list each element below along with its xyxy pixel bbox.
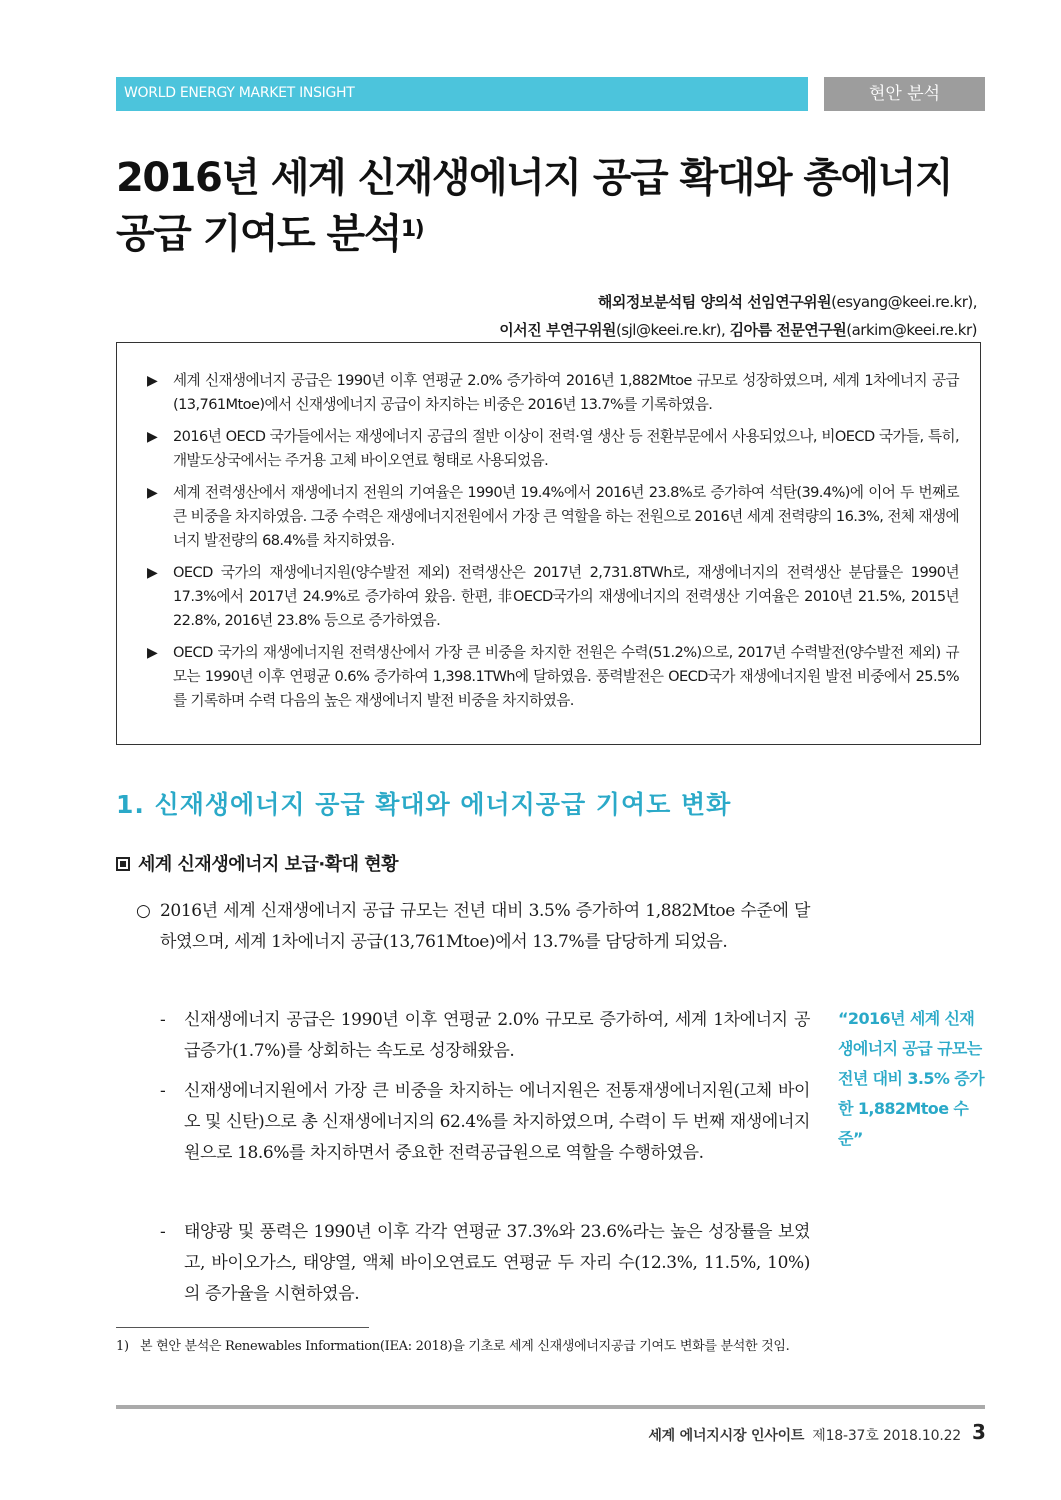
circle-bullet-icon: ○ [136, 901, 151, 921]
author-2-email[interactable]: (sjl@keei.re.kr), [615, 321, 726, 339]
header-series-bar [116, 77, 808, 111]
footer-publication: 세계 에너지시장 인사이트 [648, 1428, 805, 1444]
author-line-2 [499, 316, 977, 344]
title-footnote-mark[interactable]: 1) [400, 217, 424, 242]
author-1-name: 해외정보분석팀 양의석 선임연구위원 [597, 293, 832, 311]
summary-item-text: OECD 국가의 재생에너지원(양수발전 제외) 전력생산은 2017년 2,731.8TWh로, 재생에너지의 전력생산 분담률은 1990년 17.3%에서 2017년 24.9%로 증가하여 왔음. 한편, 非OECD국가의 재생에너지의 전력생산 기여율은 2010년 21.5%, 2015년 22.8%, 2016년 23.8% 등으로 증가하였음. [173, 564, 959, 629]
author-2-name: 이서진 부연구위원 [499, 321, 616, 339]
header-category-tag: 현안 분석 [824, 77, 985, 111]
triangle-bullet-icon: ▶ [147, 565, 158, 581]
dash-item [160, 1217, 810, 1310]
dash-bullet-icon: - [160, 1222, 166, 1242]
summary-item-text: OECD 국가의 재생에너지원 전력생산에서 가장 큰 비중을 차지한 전원은 수력(51.2%)으로, 2017년 수력발전(양수발전 제외) 규모는 1990년 이후 연평균 0.6% 증가하여 1,398.1TWh에 달하였음. 풍력발전은 OECD국가 재생에너지원 발전 비중에서 25.5%를 기록하며 수력 다음의 높은 재생에너지 발전 비중을 차지하였음. [173, 644, 959, 709]
summary-item [147, 481, 959, 553]
footer-info [648, 1425, 961, 1445]
author-3-name: 김아름 전문연구원 [729, 321, 847, 339]
dash-item [160, 1005, 810, 1067]
page-title [116, 150, 976, 262]
author-3-email[interactable]: (arkim@keei.re.kr) [846, 321, 977, 339]
main-paragraph-text: 2016년 세계 신재생에너지 공급 규모는 전년 대비 3.5% 증가하여 1,882Mtoe 수준에 달하였으며, 세계 1차에너지 공급(13,761Mtoe)에서 13.7%를 담당하게 되었음. [160, 901, 810, 952]
dash-bullet-icon: - [160, 1081, 166, 1101]
footer-divider [116, 1405, 985, 1409]
summary-item-text: 세계 신재생에너지 공급은 1990년 이후 연평균 2.0% 증가하여 2016년 1,882Mtoe 규모로 성장하였으며, 세계 1차에너지 공급(13,761Mtoe)에서 신재생에너지 공급이 차지하는 비중은 2016년 13.7%를 기록하였음. [173, 372, 959, 413]
triangle-bullet-icon: ▶ [147, 645, 158, 661]
dash-item-text: 신재생에너지원에서 가장 큰 비중을 차지하는 에너지원은 전통재생에너지원(고체 바이오 및 신탄)으로 총 신재생에너지의 62.4%를 차지하였으며, 수력이 두 번째 재생에너지원으로 18.6%를 차지하면서 중요한 전력공급원으로 역할을 수행하였음. [184, 1081, 810, 1163]
author-block [499, 288, 977, 344]
summary-item [147, 561, 959, 633]
sub-heading [116, 850, 398, 876]
square-bullet-icon [116, 857, 130, 871]
triangle-bullet-icon: ▶ [147, 373, 158, 389]
footnote [116, 1336, 810, 1357]
footnote-divider [116, 1327, 369, 1328]
sub-heading-text: 세계 신재생에너지 보급·확대 현황 [138, 854, 399, 875]
triangle-bullet-icon: ▶ [147, 429, 158, 445]
footer-issue: 제18-37호 2018.10.22 [812, 1428, 961, 1444]
dash-item-text: 태양광 및 풍력은 1990년 이후 각각 연평균 37.3%와 23.6%라는 높은 성장률을 보였고, 바이오가스, 태양열, 액체 바이오연료도 연평균 두 자리 수(12.3%, 11.5%, 10%)의 증가율을 시현하였음. [184, 1222, 810, 1304]
author-1-email[interactable]: (esyang@keei.re.kr), [831, 293, 977, 311]
summary-list [147, 369, 959, 721]
triangle-bullet-icon: ▶ [147, 485, 158, 501]
summary-item [147, 425, 959, 473]
author-line-1 [499, 288, 977, 316]
main-paragraph [136, 896, 810, 958]
title-line-2: 공급 기여도 분석 [116, 211, 401, 257]
summary-item-text: 2016년 OECD 국가들에서는 재생에너지 공급의 절반 이상이 전력·열 생산 등 전환부문에서 사용되었으나, 비OECD 국가들, 특히, 개발도상국에서는 주거용 고체 바이오연료 형태로 사용되었음. [173, 428, 959, 469]
pull-quote: “2016년 세계 신재생에너지 공급 규모는 전년 대비 3.5% 증가한 1,882Mtoe 수준” [838, 1009, 985, 1148]
summary-box [116, 342, 981, 745]
footnote-number: 1) [116, 1339, 129, 1354]
footnote-text: 본 현안 분석은 Renewables Information(IEA: 2018)을 기초로 세계 신재생에너지공급 기여도 변화를 분석한 것임. [140, 1339, 790, 1354]
page-number: 3 [972, 1420, 986, 1444]
title-line-1: 2016년 세계 신재생에너지 공급 확대와 총에너지 [116, 155, 952, 201]
dash-bullet-icon: - [160, 1010, 166, 1030]
section-heading: 1. 신재생에너지 공급 확대와 에너지공급 기여도 변화 [116, 790, 732, 819]
header-series-label: WORLD ENERGY MARKET INSIGHT [124, 85, 355, 101]
summary-item-text: 세계 전력생산에서 재생에너지 전원의 기여율은 1990년 19.4%에서 2016년 23.8%로 증가하여 석탄(39.4%)에 이어 두 번째로 큰 비중을 차지하였음. 그중 수력은 재생에너지전원에서 가장 큰 역할을 하는 전원으로 2016년 세계 전력량의 16.3%, 전체 재생에너지 발전량의 68.4%를 차지하였음. [173, 484, 959, 549]
dash-item-text: 신재생에너지 공급은 1990년 이후 연평균 2.0% 규모로 증가하여, 세계 1차에너지 공급증가(1.7%)를 상회하는 속도로 성장해왔음. [184, 1010, 810, 1061]
summary-item [147, 641, 959, 713]
dash-item [160, 1076, 810, 1169]
summary-item [147, 369, 959, 417]
